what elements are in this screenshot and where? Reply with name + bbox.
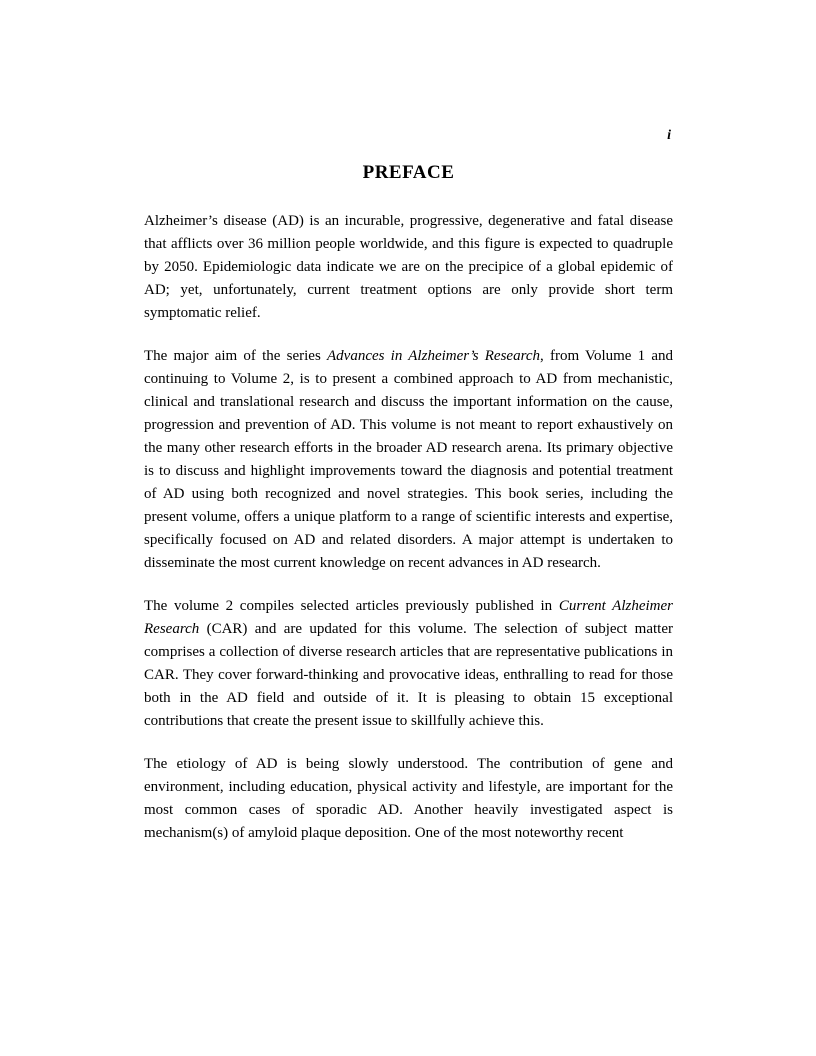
- page-title: PREFACE: [362, 162, 455, 183]
- paragraph: [144, 210, 673, 325]
- text-run: The volume 2 compiles selected articles previously published in: [144, 598, 559, 614]
- page-number: i: [667, 128, 671, 143]
- text-run: The major aim of the series: [144, 348, 327, 364]
- preface-body: [144, 210, 673, 845]
- text-run: , from Volume 1 and continuing to Volume 2, is to present a combined approach to AD from mechanistic, clinical and translational research and discuss the important information on the cause, progression and prevention of AD. This volume is not meant to report exhaustively on the many other research efforts in the broader AD research arena. Its primary objective is to discuss and highlight improvements toward the diagnosis and potential treatment of AD using both recognized and novel strategies. This book series, including the present volume, offers a unique platform to a range of scientific interests and expertise, specifically focused on AD and related disorders. A major attempt is undertaken to disseminate the most current knowledge on recent advances in AD research.: [144, 348, 674, 571]
- italic-text-run: Current Alzheimer Research: [144, 598, 674, 637]
- text-run: (CAR) and are updated for this volume. The selection of subject matter comprises a collection of diverse research articles that are representative publications in CAR. They cover forward-thinking and provocative ideas, enthralling to read for those both in the AD field and outside of it. It is pleasing to obtain 15 exceptional contributions that create the present issue to skillfully achieve this.: [144, 621, 673, 729]
- italic-text-run: Advances in Alzheimer’s Research: [327, 348, 541, 364]
- text-run: The etiology of AD is being slowly understood. The contribution of gene and environment, including education, physical activity and lifestyle, are important for the most common cases of sporadic AD. Another heavily investigated aspect is mechanism(s) of amyloid plaque deposition. One of the most noteworthy recent: [144, 756, 673, 841]
- paragraph: [144, 595, 673, 733]
- paragraph: [144, 345, 673, 575]
- text-run: Alzheimer’s disease (AD) is an incurable, progressive, degenerative and fatal disease that afflicts over 36 million people worldwide, and this figure is expected to quadruple by 2050. Epidemiologic data indicate we are on the precipice of a global epidemic of AD; yet, unfortunately, current treatment options are only provide short term symptomatic relief.: [144, 213, 673, 321]
- paragraph: [144, 753, 673, 845]
- text-block: [144, 0, 673, 845]
